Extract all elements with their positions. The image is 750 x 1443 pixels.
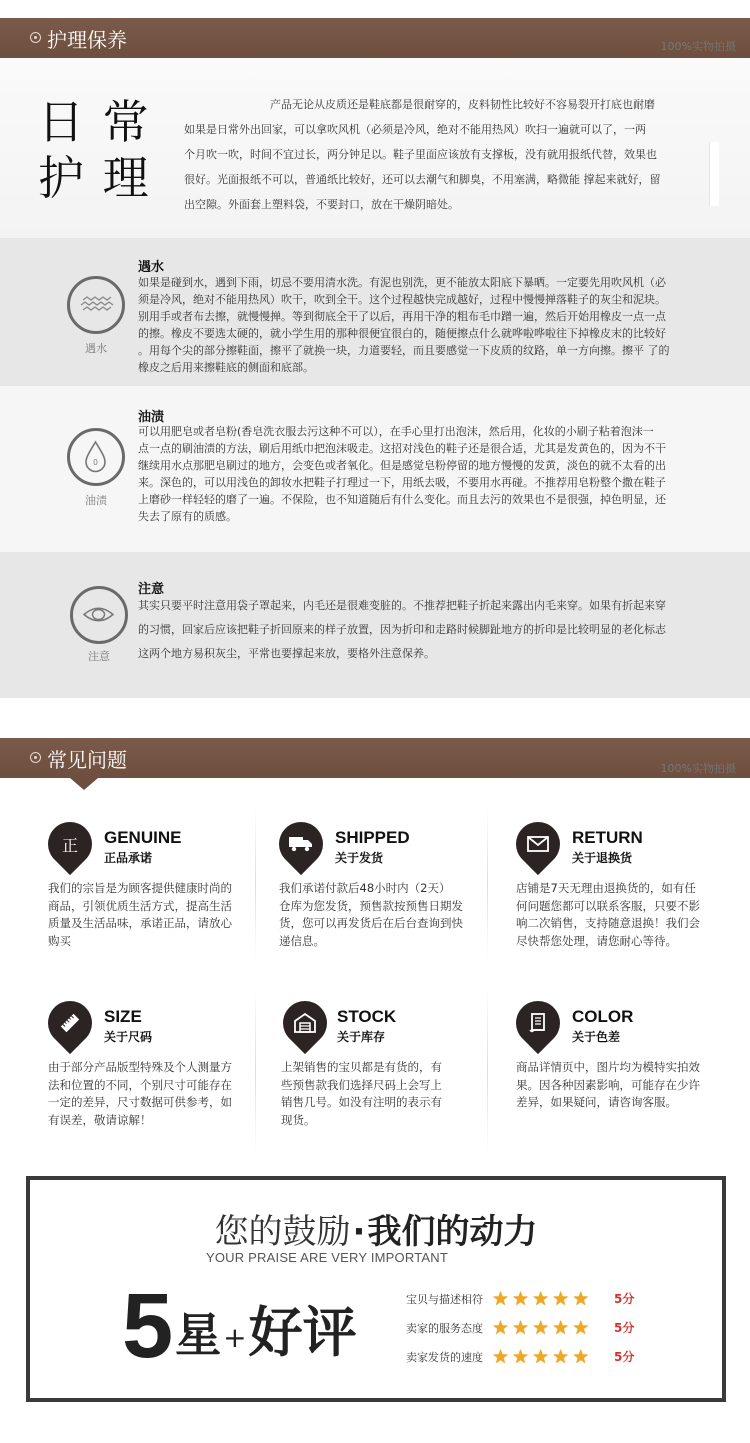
faq-en-title: GENUINE — [104, 828, 182, 847]
care-line: 的擦。橡皮不要选太硬的，就小学生用的那种很便宜很白的，随便擦点什么就哗啦哗啦往下掉橡皮末的比较好 — [138, 327, 666, 340]
star-icon: ★ — [512, 1287, 530, 1310]
care-item-oil — [0, 386, 750, 552]
star-icon: ★ — [572, 1287, 590, 1310]
daily-line: 如果是日常外出回家，可以拿吹风机（必须是冷风，绝对不能用热风）吹扫一遍就可以了，一两 — [184, 123, 646, 136]
care-line: 可以用肥皂或者皂粉(香皂洗衣服去污这种不可以），在手心里打出泡沫，然后用，化妆的小刷子粘着泡沫一 — [138, 425, 654, 438]
rating-row — [406, 1342, 706, 1371]
truck-icon — [270, 813, 332, 875]
divider — [487, 805, 488, 960]
daily-line: 很好。光面报纸不可以，普通纸比较好，还可以去潮气和脚臭，不用塞满，略微能 撑起来就好，留 — [184, 173, 661, 186]
ratings-list — [406, 1284, 706, 1371]
faq-cn-title: 关于尺码 — [104, 1030, 153, 1044]
praise-headline — [30, 1204, 722, 1253]
praise-subtitle: YOUR PRAISE ARE VERY IMPORTANT — [206, 1250, 448, 1265]
star-icon: ★ — [512, 1316, 530, 1339]
care-line: 其实只要平时注意用袋子罩起来，内毛还是很难变脏的。不推荐把鞋子折起来露出内毛来穿。如果有折起来穿 — [138, 599, 666, 612]
care-line: 别用手或者布去擦，就慢慢掸。等到彻底全干了以后，再用干净的粗布毛巾蹭一遍，然后开始用橡皮一点一点 — [138, 310, 666, 323]
big-title-line-1: 日 常 — [38, 95, 151, 149]
divider — [255, 805, 256, 960]
faq-desc: 我们承诺付款后48小时内（2天） 仓库为您发货，预售款按预售日期发 货，您可以再发货后在后台查询到快 递信息。 — [279, 881, 463, 948]
photo-note: 100%实物拍摄 — [660, 762, 736, 775]
daily-line: 出空隙。外面套上塑料袋，不要封口，放在干燥阴暗处。 — [184, 198, 459, 211]
divider — [487, 985, 488, 1155]
care-line: 。用每个尖的部分擦鞋面，擦平了就换一块，力道要轻，而且要感觉一下皮质的纹路，单一方向擦。擦平 了的 — [138, 344, 670, 357]
rating-score: 5分 — [614, 1292, 635, 1306]
headline-bold: 我们的动力 — [367, 1212, 538, 1252]
care-item-title: 遇水 — [138, 260, 165, 275]
envelope-icon — [507, 813, 569, 875]
star-icon: ★ — [492, 1287, 510, 1310]
care-line: 失去了原有的质感。 — [138, 510, 237, 523]
care-line: 橡皮之后用来擦鞋底的侧面和底部。 — [138, 361, 314, 374]
star-icon: ★ — [572, 1316, 590, 1339]
star-rating — [492, 1346, 610, 1368]
care-item-text — [138, 594, 728, 666]
oil-drop-icon — [67, 428, 125, 486]
faq-cn-title: 关于退换货 — [572, 851, 633, 865]
care-item-text — [138, 274, 728, 376]
rating-label: 宝贝与描述相符 — [406, 1292, 483, 1306]
header-pointer — [70, 778, 98, 790]
faq-en-title: SHIPPED — [335, 828, 410, 847]
star-icon: ★ — [512, 1345, 530, 1368]
star-icon: ★ — [532, 1316, 550, 1339]
faq-en-title: COLOR — [572, 1007, 634, 1026]
big-xing: 星 — [175, 1308, 222, 1362]
icon-caption: 遇水 — [85, 342, 107, 355]
rating-label: 卖家的服务态度 — [406, 1321, 483, 1335]
star-icon: ★ — [552, 1316, 570, 1339]
rating-row — [406, 1284, 706, 1313]
care-line: 的习惯，回家后应该把鞋子折回原来的样子放置，因为折印和走路时候脚趾地方的折印是比较明显的老化标志 — [138, 623, 666, 636]
star-icon: ★ — [532, 1345, 550, 1368]
eye-icon — [70, 586, 128, 644]
circle-bullet-icon — [30, 32, 41, 43]
star-icon: ★ — [572, 1345, 590, 1368]
faq-shipped — [279, 822, 479, 962]
faq-desc: 我们的宗旨是为顾客提供健康时尚的 商品，引领优质生活方式，提高生活 质量及生活品味，承诺正品，请放心 购买 — [48, 881, 232, 948]
care-section-title: 护理保养 — [47, 28, 127, 52]
svg-text:0: 0 — [92, 457, 98, 467]
circle-bullet-icon — [30, 752, 41, 763]
icon-caption: 注意 — [88, 650, 110, 663]
faq-color — [516, 1001, 716, 1141]
five-star-praise — [122, 1276, 357, 1376]
star-icon: ★ — [552, 1287, 570, 1310]
faq-desc: 店铺是7天无理由退换货的，如有任 何问题您都可以联系客服，只要不影 响二次销售，支持随意退换！我们会 尽快帮您处理，请您耐心等待。 — [516, 881, 700, 948]
care-item-notice — [0, 552, 750, 698]
star-icon: ★ — [552, 1345, 570, 1368]
care-item-text — [138, 423, 728, 525]
faq-section-title: 常见问题 — [47, 748, 127, 772]
daily-care-big-title — [38, 94, 151, 206]
headline-dot: · — [352, 1212, 366, 1252]
water-wave-icon — [67, 276, 125, 334]
faq-cn-title: 关于色差 — [572, 1030, 621, 1044]
daily-care-panel — [0, 58, 750, 238]
star-icon: ★ — [492, 1316, 510, 1339]
rating-row — [406, 1313, 706, 1342]
care-line: 上磨砂一样轻轻的磨了一遍。不保险，也不知道随后有什么变化。而且去污的效果也不是很强，掉色明显，还 — [138, 493, 666, 506]
photo-note: 100%实物拍摄 — [660, 40, 736, 53]
care-line: 继续用水点那肥皂刷过的地方，会变色或者氧化。但是感觉皂粉停留的地方慢慢的发黄，淡色的就不太看的出 — [138, 459, 666, 472]
divider — [255, 985, 256, 1155]
daily-care-text — [184, 92, 704, 217]
faq-desc: 由于部分产品版型特殊及个人测量方 法和位置的不同，个别尺寸可能存在 一定的差异，尺寸数据可供参考，如 有误差，敬请谅解！ — [48, 1060, 232, 1127]
care-section-header — [0, 18, 750, 58]
faq-en-title: SIZE — [104, 1007, 142, 1026]
daily-line: 个月吹一吹，时间不宜过长，两分钟足以。鞋子里面应该放有支撑板，没有就用报纸代替，效果也 — [184, 148, 657, 161]
care-line: 点一点的刷油渍的方法，刷后用纸巾把泡沫吸走。这招对浅色的鞋子还是很合适，尤其是发黄色的，因为不干 — [138, 442, 666, 455]
headline-light: 您的鼓励 — [214, 1212, 351, 1252]
faq-size — [48, 1001, 248, 1141]
star-rating — [492, 1317, 610, 1339]
decor-bar — [709, 142, 719, 206]
care-line: 这两个地方易积灰尘，平常也要撑起来放，要格外注意保养。 — [138, 647, 435, 660]
faq-stock — [283, 1001, 483, 1141]
faq-return — [516, 822, 716, 962]
scroll-icon — [507, 992, 569, 1054]
care-line: 须是冷风，绝对不能用热风）吹干，吹到全干。这个过程越快完成越好，过程中慢慢掸落鞋子的灰尘和泥块。 — [138, 293, 666, 306]
faq-cn-title: 正品承诺 — [104, 851, 153, 865]
faq-desc: 上架销售的宝贝都是有货的，有 些预售款我们选择尺码上会写上 销售几号。如没有注明的表示有 现货。 — [281, 1060, 442, 1127]
faq-cn-title: 关于发货 — [335, 851, 384, 865]
ruler-icon — [39, 992, 101, 1054]
faq-section-header — [0, 738, 750, 778]
care-line: 来。深色的，可以用浅色的卸妆水把鞋子打理过一下，用纸去吸，不要用水再碰。不推荐用皂粉整个撒在鞋子 — [138, 476, 666, 489]
zheng-badge-icon: 正 — [39, 813, 101, 875]
care-line: 如果是碰到水，遇到下雨，切忌不要用清水洗。有泥也别洗，更不能放太阳底下暴晒。一定要先用吹风机（必 — [138, 276, 666, 289]
big-title-line-2: 护 理 — [38, 151, 151, 205]
faq-cn-title: 关于库存 — [337, 1030, 386, 1044]
warehouse-icon — [274, 992, 336, 1054]
star-icon: ★ — [492, 1345, 510, 1368]
care-item-water — [0, 238, 750, 386]
star-rating — [492, 1288, 610, 1310]
icon-caption: 油渍 — [85, 494, 107, 507]
star-icon: ★ — [532, 1287, 550, 1310]
daily-line: 产品无论从皮质还是鞋底都是很耐穿的，皮料韧性比较好不容易裂开打底也耐磨 — [270, 98, 655, 111]
rating-score: 5分 — [614, 1321, 635, 1335]
praise-box — [26, 1176, 726, 1402]
big-plus: + — [223, 1321, 247, 1354]
rating-score: 5分 — [614, 1350, 635, 1364]
care-item-title: 注意 — [138, 582, 165, 597]
faq-desc: 商品详情页中，图片均为模特实拍效 果。因各种因素影响，可能存在少许 差异，如果疑问，请咨询客服。 — [516, 1060, 700, 1109]
rating-label: 卖家发货的速度 — [406, 1350, 483, 1364]
faq-en-title: STOCK — [337, 1007, 397, 1026]
big-haoping: 好评 — [248, 1301, 357, 1364]
faq-genuine — [48, 822, 248, 962]
care-item-title: 油渍 — [138, 410, 165, 425]
faq-en-title: RETURN — [572, 828, 643, 847]
big-five: 5 — [122, 1275, 174, 1377]
